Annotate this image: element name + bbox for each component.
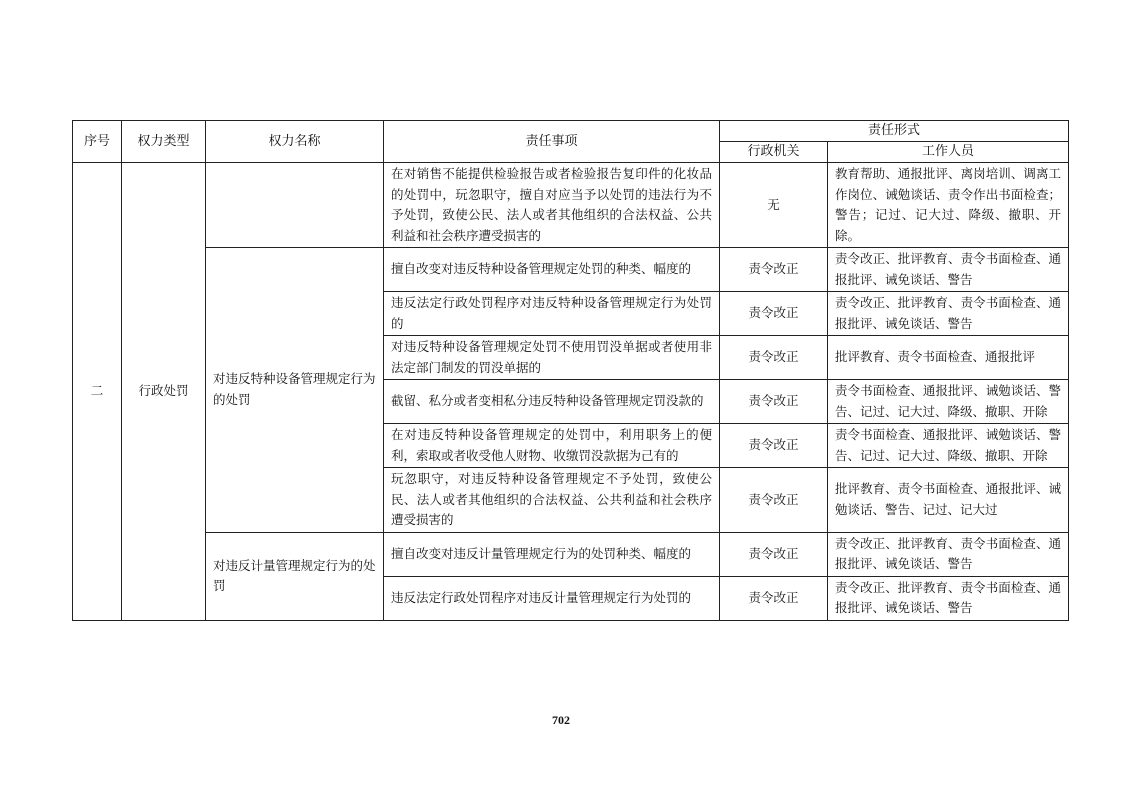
matter-cell: 截留、私分或者变相私分违反特种设备管理规定罚没款的 <box>384 380 720 424</box>
matter-cell: 擅自改变对违反特种设备管理规定处罚的种类、幅度的 <box>384 248 720 292</box>
matter-cell: 在对违反特种设备管理规定的处罚中，利用职务上的便利，索取或者收受他人财物、收缴罚没款据为己有的 <box>384 424 720 468</box>
table-row <box>73 163 1069 248</box>
matter-cell: 违反法定行政处罚程序对违反计量管理规定行为处罚的 <box>384 576 720 620</box>
power-name-cell-empty <box>206 163 384 248</box>
header-agency: 行政机关 <box>720 142 828 163</box>
staff-cell: 责令改正、批评教育、责令书面检查、通报批评、诫免谈话、警告 <box>828 576 1069 620</box>
staff-cell: 责令书面检查、通报批评、诫勉谈话、警告、记过、记大过、降级、撤职、开除 <box>828 424 1069 468</box>
power-type-cell: 行政处罚 <box>122 163 206 621</box>
agency-cell: 责令改正 <box>720 336 828 380</box>
header-power-type: 权力类型 <box>122 121 206 163</box>
page-number: 702 <box>552 713 570 727</box>
staff-cell: 教育帮助、通报批评、离岗培训、调离工作岗位、诫勉谈话、责令作出书面检查；警告；记过、记大过、降级、撤职、开除。 <box>828 163 1069 248</box>
agency-cell: 无 <box>720 163 828 248</box>
matter-cell: 擅自改变对违反计量管理规定行为的处罚种类、幅度的 <box>384 532 720 576</box>
matter-cell: 违反法定行政处罚程序对违反特种设备管理规定行为处罚的 <box>384 292 720 336</box>
agency-cell: 责令改正 <box>720 532 828 576</box>
matter-cell: 在对销售不能提供检验报告或者检验报告复印件的化妆品的处罚中，玩忽职守，擅自对应当予以处罚的违法行为不予处罚，致使公民、法人或者其他组织的合法权益、公共利益和社会秩序遭受损害的 <box>384 163 720 248</box>
matter-cell: 玩忽职守，对违反特种设备管理规定不予处罚，致使公民、法人或者其他组织的合法权益、公共利益和社会秩序遭受损害的 <box>384 468 720 533</box>
table-row <box>73 532 1069 576</box>
power-name-cell-special-equipment: 对违反特种设备管理规定行为的处罚 <box>206 248 384 533</box>
staff-cell: 责令改正、批评教育、责令书面检查、通报批评、诫免谈话、警告 <box>828 532 1069 576</box>
agency-cell: 责令改正 <box>720 292 828 336</box>
staff-cell: 责令改正、批评教育、责令书面检查、通报批评、诫免谈话、警告 <box>828 248 1069 292</box>
staff-cell: 责令书面检查、通报批评、诫勉谈话、警告、记过、记大过、降级、撤职、开除 <box>828 380 1069 424</box>
header-staff: 工作人员 <box>828 142 1069 163</box>
power-name-cell-metrology: 对违反计量管理规定行为的处罚 <box>206 532 384 620</box>
responsibility-table <box>72 120 1069 621</box>
seq-cell: 二 <box>73 163 122 621</box>
agency-cell: 责令改正 <box>720 424 828 468</box>
header-seq: 序号 <box>73 121 122 163</box>
staff-cell: 责令改正、批评教育、责令书面检查、通报批评、诫免谈话、警告 <box>828 292 1069 336</box>
header-matter: 责任事项 <box>384 121 720 163</box>
agency-cell: 责令改正 <box>720 380 828 424</box>
agency-cell: 责令改正 <box>720 248 828 292</box>
agency-cell: 责令改正 <box>720 576 828 620</box>
matter-cell: 对违反特种设备管理规定处罚不使用罚没单据或者使用非法定部门制发的罚没单据的 <box>384 336 720 380</box>
header-form: 责任形式 <box>720 121 1069 142</box>
header-power-name: 权力名称 <box>206 121 384 163</box>
staff-cell: 批评教育、责令书面检查、通报批评、诫勉谈话、警告、记过、记大过 <box>828 468 1069 533</box>
table-row <box>73 248 1069 292</box>
staff-cell: 批评教育、责令书面检查、通报批评 <box>828 336 1069 380</box>
agency-cell: 责令改正 <box>720 468 828 533</box>
